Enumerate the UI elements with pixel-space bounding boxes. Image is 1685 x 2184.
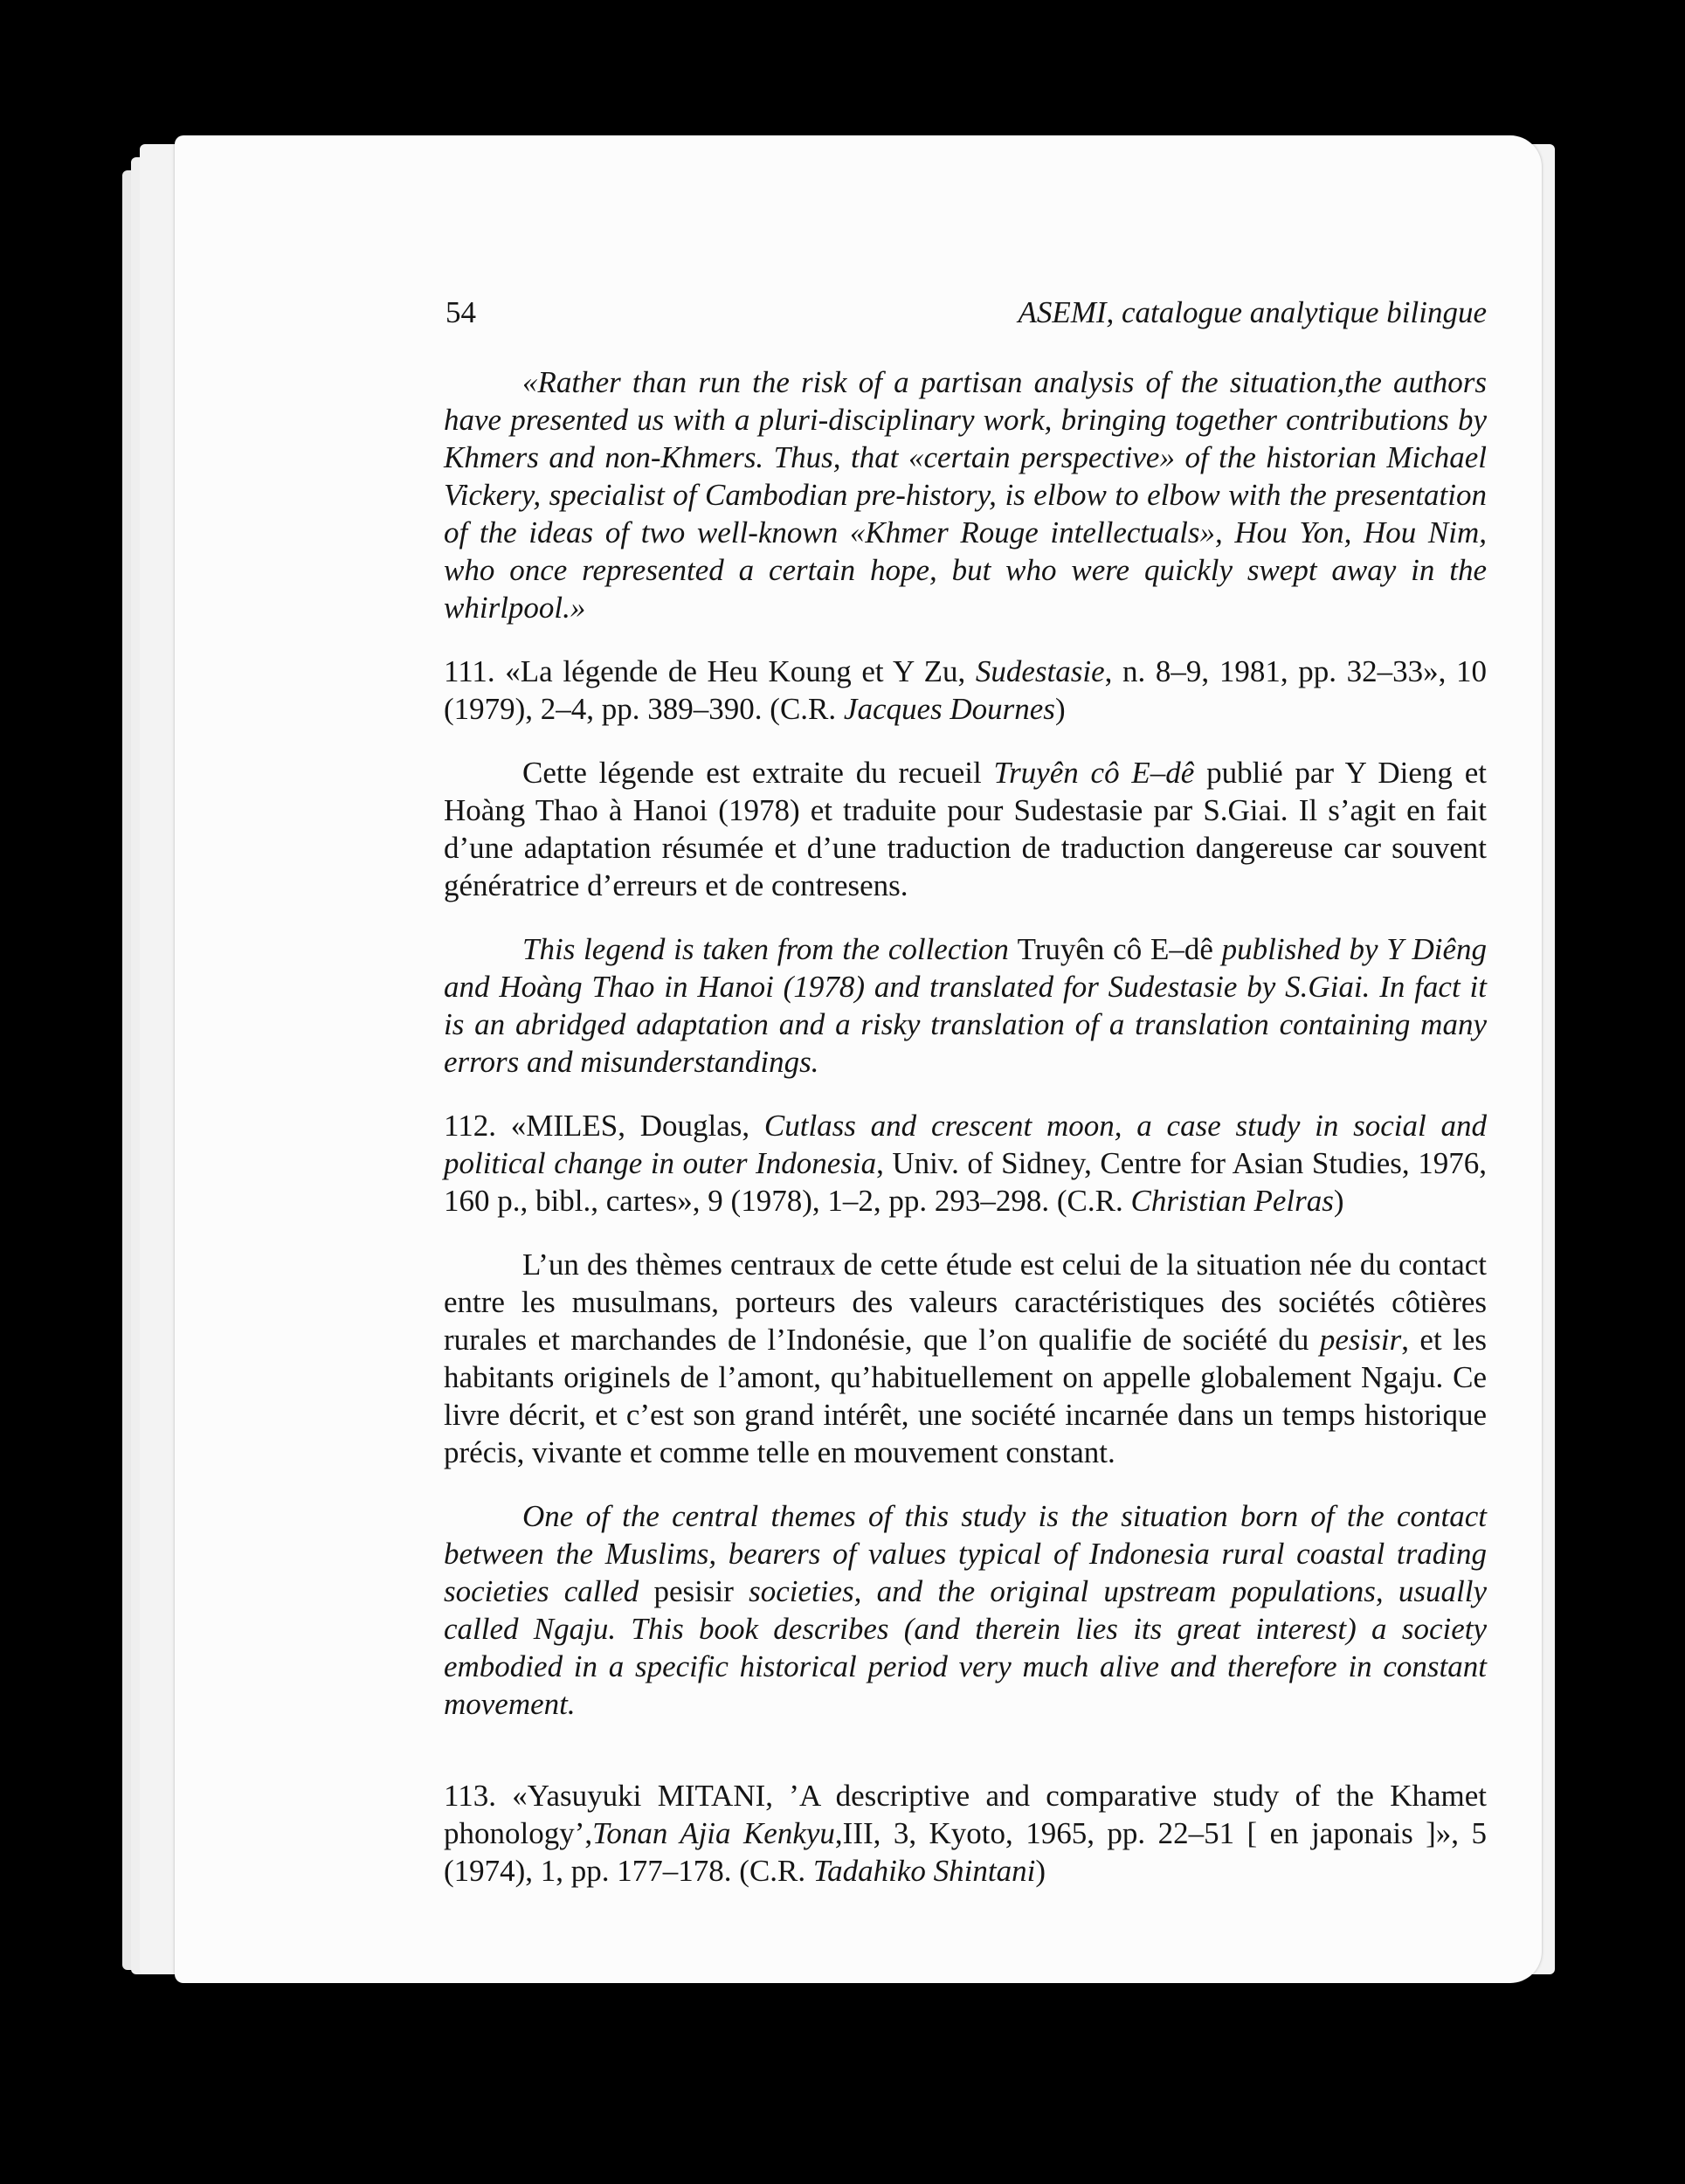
entry-text: ) xyxy=(1333,1184,1344,1218)
entry-text: , n. 8–9, 1981, pp. 32–33», 10 (1979), 2–4, pp. 389–390. (C.R. xyxy=(444,654,1487,726)
journal-title: Tonan Ajia Kenkyu xyxy=(592,1816,835,1850)
entry-text: , Univ. of Sidney, Centre for Asian Studies, 1976, 160 p., bibl., cartes», 9 (1978), 1–2, pp. 293–298. (C.R. xyxy=(444,1146,1487,1218)
summary-text: Cette légende est extraite du recueil xyxy=(522,756,994,790)
reviewer-name: Jacques Dournes xyxy=(843,692,1055,726)
summary-text: , et les habitants originels de l’amont, qu’habituellement on appelle globalement Ngaju. Ce livre décrit, et c’est son grand intérêt, une société incarnée dans un temps historique précis, vivante et comme telle en mouvement constant. xyxy=(444,1323,1488,1469)
page-number: 54 xyxy=(445,295,476,329)
catalogue-entry-112 xyxy=(444,1107,1487,1220)
summary-text: societies, and the original upstream populations, usually called Ngaju. This book describes (and therein lies its great interest) a society embodied in a specific historical period very much alive and therefore in constant movement. xyxy=(444,1574,1487,1721)
entry-text: 113. «Yasuyuki MITANI, ’A descriptive and comparative study of the Khamet phonology’, xyxy=(444,1779,1487,1850)
french-summary-112 xyxy=(444,1246,1487,1471)
summary-text: L’un des thèmes centraux de cette étude est celui de la situation née du contact entre les musulmans, porteurs des valeurs caractéristiques des sociétés côtières rurales et marchandes de l’Indonésie, que l’on qualifie de société du xyxy=(444,1248,1487,1357)
entry-text: ,III, 3, Kyoto, 1965, pp. 22–51 [ en japonais ]», 5 (1974), 1, pp. 177–178. (C.R. xyxy=(444,1816,1487,1888)
summary-text: publié par Y Dieng et Hoàng Thao à Hanoi (1978) et traduite pour Sudestasie par S.Giai. Il s’agit en fait d’une adaptation résumée et d’une traduction de traduction dangereuse car souvent génératrice d’erreurs et de contresens. xyxy=(444,756,1487,902)
entry-text: 111. «La légende de Heu Koung et Y Zu, xyxy=(444,654,976,688)
entry-text: 112. «MILES, Douglas, xyxy=(444,1109,764,1143)
running-title: ASEMI, catalogue analytique bilingue xyxy=(1018,295,1487,329)
french-summary-111 xyxy=(444,754,1487,904)
english-summary-112 xyxy=(444,1497,1487,1723)
entry-text: ) xyxy=(1054,692,1066,726)
summary-text: This legend is taken from the collection xyxy=(522,932,1018,966)
work-title: Cutlass and crescent moon, a case study in social and political change in outer Indonesia xyxy=(444,1109,1487,1180)
term: pesisir xyxy=(653,1574,734,1608)
catalogue-entry-113 xyxy=(444,1777,1487,1890)
catalogue-entry-111 xyxy=(444,653,1487,728)
journal-title: Sudestasie xyxy=(975,654,1105,688)
english-summary-110: «Rather than run the risk of a partisan analysis of the situation,the authors have presented us with a pluri-disciplinary work, bringing together contributions by Khmers and non-Khmers. Thus, that «certain perspective» of the historian Michael Vickery, specialist of Cambodian pre-history, is elbow to elbow with the presentation of the ideas of two well-known «Khmer Rouge intellectuals», Hou Yon, Hou Nim, who once represented a certain hope, but who were quickly swept away in the whirlpool.» xyxy=(444,365,1487,625)
english-summary-111 xyxy=(444,930,1487,1081)
term: pesisir xyxy=(1319,1323,1402,1357)
reviewer-name: Christian Pelras xyxy=(1130,1184,1334,1218)
page-header xyxy=(444,294,1487,337)
summary-text: One of the central themes of this study is the situation born of the contact between the Muslims, bearers of values typical of Indonesia rural coastal trading societies called xyxy=(444,1499,1487,1608)
page-content xyxy=(444,294,1487,1890)
entry-text: ) xyxy=(1035,1854,1046,1888)
reviewer-name: Tadahiko Shintani xyxy=(812,1854,1036,1888)
summary-text: published by Y Diêng and Hoàng Thao in Hanoi (1978) and translated for Sudestasie by S.Giai. In fact it is an abridged adaptation and a risky translation of a translation containing many errors and misunderstandings. xyxy=(444,932,1488,1079)
work-title: Truyên cô E–dê xyxy=(993,756,1195,790)
work-title: Truyên cô E–dê xyxy=(1017,932,1213,966)
